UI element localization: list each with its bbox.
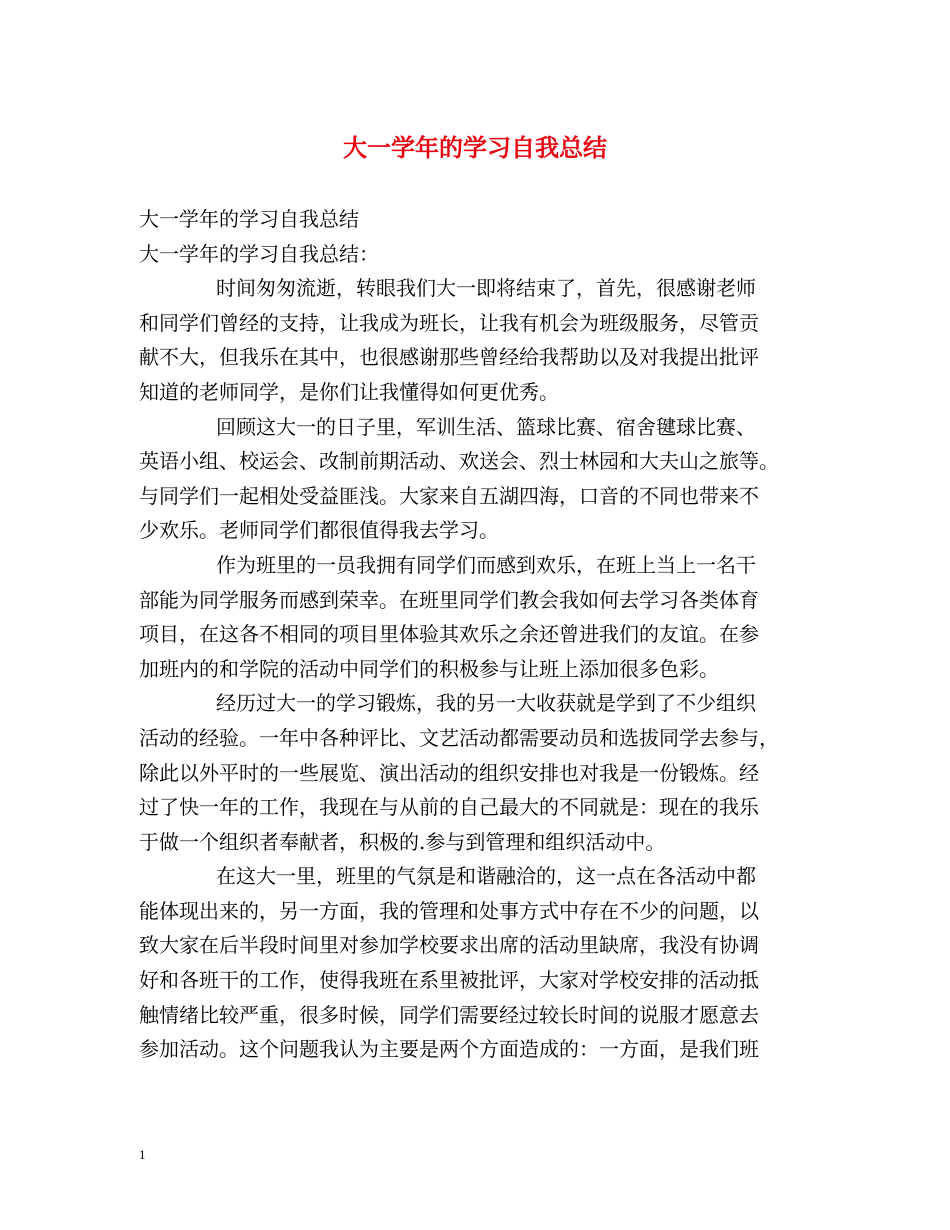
body-line: 能体现出来的，另一方面，我的管理和处事方式中存在不少的问题，以 [139, 898, 759, 923]
body-line: 时间匆匆流逝，转眼我们大一即将结束了，首先，很感谢老师 [216, 276, 756, 301]
body-line: 于做一个组织者奉献者，积极的.参与到管理和组织活动中。 [139, 829, 666, 854]
body-line: 英语小组、校运会、改制前期活动、欢送会、烈士林园和大夫山之旅等。 [139, 449, 779, 474]
body-line: 参加活动。这个问题我认为主要是两个方面造成的：一方面，是我们班 [139, 1037, 759, 1062]
body-line: 触情绪比较严重，很多时候，同学们需要经过较长时间的说服才愿意去 [139, 1002, 759, 1027]
body-line: 大一学年的学习自我总结 [139, 207, 359, 231]
body-line: 项目，在这各不相同的项目里体验其欢乐之余还曾进我们的友谊。在参 [139, 622, 759, 647]
body-line: 回顾这大一的日子里，军训生活、篮球比赛、宿舍毽球比赛、 [216, 414, 756, 439]
body-line: 加班内的和学院的活动中同学们的积极参与让班上添加很多色彩。 [139, 656, 719, 681]
body-line: 大一学年的学习自我总结： [139, 241, 379, 266]
body-line: 好和各班干的工作，使得我班在系里被批评，大家对学校安排的活动抵 [139, 968, 759, 993]
body-line: 除此以外平时的一些展览、演出活动的组织安排也对我是一份锻炼。经 [139, 760, 759, 785]
body-line: 作为班里的一员我拥有同学们而感到欢乐，在班上当上一名干 [216, 552, 756, 577]
document-title: 大一学年的学习自我总结 [343, 134, 607, 162]
body-line: 经历过大一的学习锻炼，我的另一大收获就是学到了不少组织 [216, 691, 756, 716]
body-line: 活动的经验。一年中各种评比、文艺活动都需要动员和选拔同学去参与， [139, 725, 779, 750]
body-line: 与同学们一起相处受益匪浅。大家来自五湖四海，口音的不同也带来不 [139, 483, 759, 508]
body-line: 少欢乐。老师同学们都很值得我去学习。 [139, 518, 499, 543]
body-line: 过了快一年的工作，我现在与从前的自己最大的不同就是：现在的我乐 [139, 795, 759, 820]
body-line: 知道的老师同学，是你们让我懂得如何更优秀。 [139, 379, 559, 404]
body-line: 献不大，但我乐在其中，也很感谢那些曾经给我帮助以及对我提出批评 [139, 345, 759, 370]
page-number: 1 [139, 1147, 146, 1162]
body-line: 致大家在后半段时间里对参加学校要求出席的活动里缺席，我没有协调 [139, 933, 759, 958]
document-body [139, 202, 815, 1067]
body-line: 和同学们曾经的支持，让我成为班长，让我有机会为班级服务，尽管贡 [139, 310, 759, 335]
body-line: 部能为同学服务而感到荣幸。在班里同学们教会我如何去学习各类体育 [139, 587, 759, 612]
body-line: 在这大一里，班里的气氛是和谐融洽的，这一点在各活动中都 [216, 864, 756, 889]
